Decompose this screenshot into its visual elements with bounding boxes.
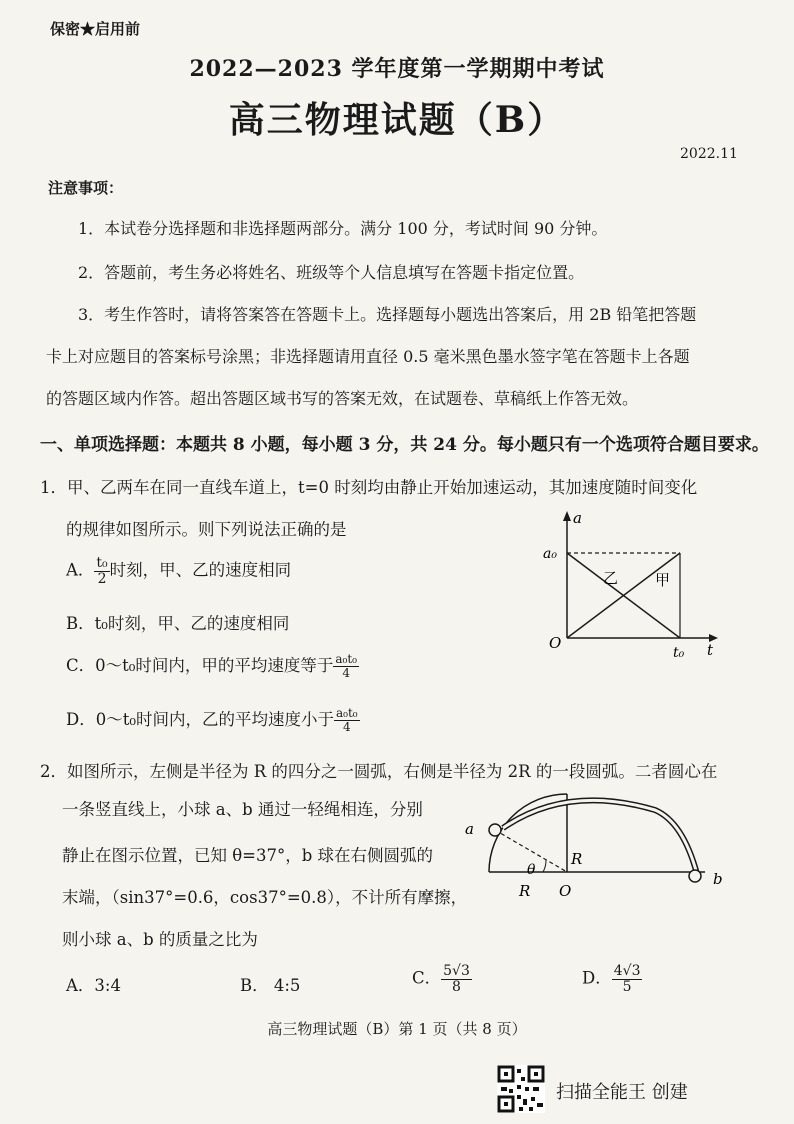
exam-date: 2022.11 xyxy=(680,146,738,162)
q1-option-c-num: a₀t₀ xyxy=(335,652,357,667)
q1-option-d-den: 4 xyxy=(342,720,351,734)
q1-option-c-den: 4 xyxy=(342,666,350,680)
q2-theta-arc xyxy=(543,860,546,872)
q2-option-d-den: 5 xyxy=(622,978,632,995)
q1-option-d-fraction xyxy=(334,707,360,733)
section-heading: 一、单项选择题：本题共 8 小题，每小题 3 分，共 24 分。每小题只有一个选项符合题目要求。 xyxy=(40,435,769,455)
q2-stem-line5: 则小球 a、b 的质量之比为 xyxy=(62,930,258,949)
q2-label-r-vertical: R xyxy=(571,850,583,868)
q2-option-a: A．3:4 xyxy=(66,976,121,995)
notice-item-2: 2．答题前，考生务必将姓名、班级等个人信息填写在答题卡指定位置。 xyxy=(78,263,585,282)
q2-label-theta: θ xyxy=(527,862,536,878)
q1-option-c-text: C．0～t₀时间内，甲的平均速度等于 xyxy=(66,656,334,675)
q1-option-d xyxy=(66,706,360,734)
notice-heading: 注意事项： xyxy=(48,179,124,197)
q1-yi-label: 乙 xyxy=(603,569,619,587)
q2-label-r-horizontal: R xyxy=(519,882,531,900)
q1-t0-label: t₀ xyxy=(673,645,685,661)
q1-option-a-label: A． xyxy=(66,560,95,580)
q1-acceleration-graph xyxy=(535,505,725,665)
q1-option-c xyxy=(66,652,359,680)
q2-stem-line3: 静止在图示位置，已知 θ=37°，b 球在右侧圆弧的 xyxy=(62,846,434,865)
q2-option-c-label: C． xyxy=(412,968,442,988)
confidential-mark: 保密★启用前 xyxy=(50,20,141,38)
page-footer: 高三物理试题（B）第 1 页（共 8 页） xyxy=(267,1020,527,1038)
q1-axis-a-label: a xyxy=(573,509,582,527)
q2-option-c xyxy=(412,964,472,994)
q1-origin-label: O xyxy=(549,634,562,652)
q2-option-c-num: 5√3 xyxy=(443,963,470,979)
q1-option-a-den: 2 xyxy=(97,570,107,587)
q2-option-d-fraction xyxy=(612,964,643,994)
q1-option-a-text: 时刻，甲、乙的速度相同 xyxy=(109,560,292,580)
q1-a-axis-arrow xyxy=(563,511,571,521)
q1-axis-t-label: t xyxy=(707,641,714,659)
q1-option-b: B．t₀时刻，甲、乙的速度相同 xyxy=(66,614,290,633)
q2-arc-figure xyxy=(455,792,735,907)
q2-option-d xyxy=(582,964,642,994)
notice-item-3: 3．考生作答时，请将答案答在答题卡上。选择题每小题选出答案后，用 2B 铅笔把答题 xyxy=(78,305,697,324)
notice-item-3-line2: 卡上对应题目的答案标号涂黑；非选择题请用直径 0.5 毫米黑色墨水签字笔在答题卡上各题 xyxy=(46,347,690,366)
notice-item-1: 1．本试卷分选择题和非选择题两部分。满分 100 分，考试时间 90 分钟。 xyxy=(78,219,608,238)
q1-stem-line2: 的规律如图所示。则下列说法正确的是 xyxy=(66,520,347,539)
q1-option-d-num: a₀t₀ xyxy=(335,706,358,721)
q1-option-a-fraction xyxy=(94,556,109,586)
q2-ball-b xyxy=(689,870,701,882)
exam-title: 2022—2023 学年度第一学期期中考试 xyxy=(189,56,605,82)
q1-option-a-num: t₀ xyxy=(96,555,108,571)
q2-label-b: b xyxy=(713,870,723,888)
q1-option-a xyxy=(66,556,291,586)
q2-option-c-den: 8 xyxy=(452,978,461,995)
q2-option-c-fraction xyxy=(441,964,472,994)
q1-option-c-fraction xyxy=(333,653,359,679)
qr-code-icon xyxy=(497,1065,545,1113)
subject-title: 高三物理试题（B） xyxy=(228,99,566,141)
q1-stem-line1: 1．甲、乙两车在同一直线车道上，t=0 时刻均由静止开始加速运动，其加速度随时间变化 xyxy=(40,478,698,497)
q2-ball-a xyxy=(489,824,501,836)
q2-option-d-num: 4√3 xyxy=(613,963,641,979)
q2-option-b: B． 4:5 xyxy=(240,976,301,995)
q1-a0-label: a₀ xyxy=(543,546,557,562)
q2-stem-line1: 2．如图所示，左侧是半径为 R 的四分之一圆弧，右侧是半径为 2R 的一段圆弧。二者圆心在 xyxy=(40,762,718,781)
camscanner-watermark: 扫描全能王 创建 xyxy=(556,1082,688,1103)
q2-label-a: a xyxy=(465,820,474,838)
notice-item-3-line3: 的答题区域内作答。超出答题区域书写的答案无效，在试题卷、草稿纸上作答无效。 xyxy=(46,389,639,408)
q2-stem-line4: 末端，（sin37°=0.6，cos37°=0.8），不计所有摩擦， xyxy=(62,888,468,907)
q1-option-d-text: D．0～t₀时间内，乙的平均速度小于 xyxy=(66,710,334,729)
q2-option-d-label: D． xyxy=(582,968,612,988)
q2-label-o: O xyxy=(559,882,572,900)
q2-stem-line2: 一条竖直线上，小球 a、b 通过一轻绳相连，分别 xyxy=(62,800,423,819)
q1-jia-label: 甲 xyxy=(655,571,671,589)
